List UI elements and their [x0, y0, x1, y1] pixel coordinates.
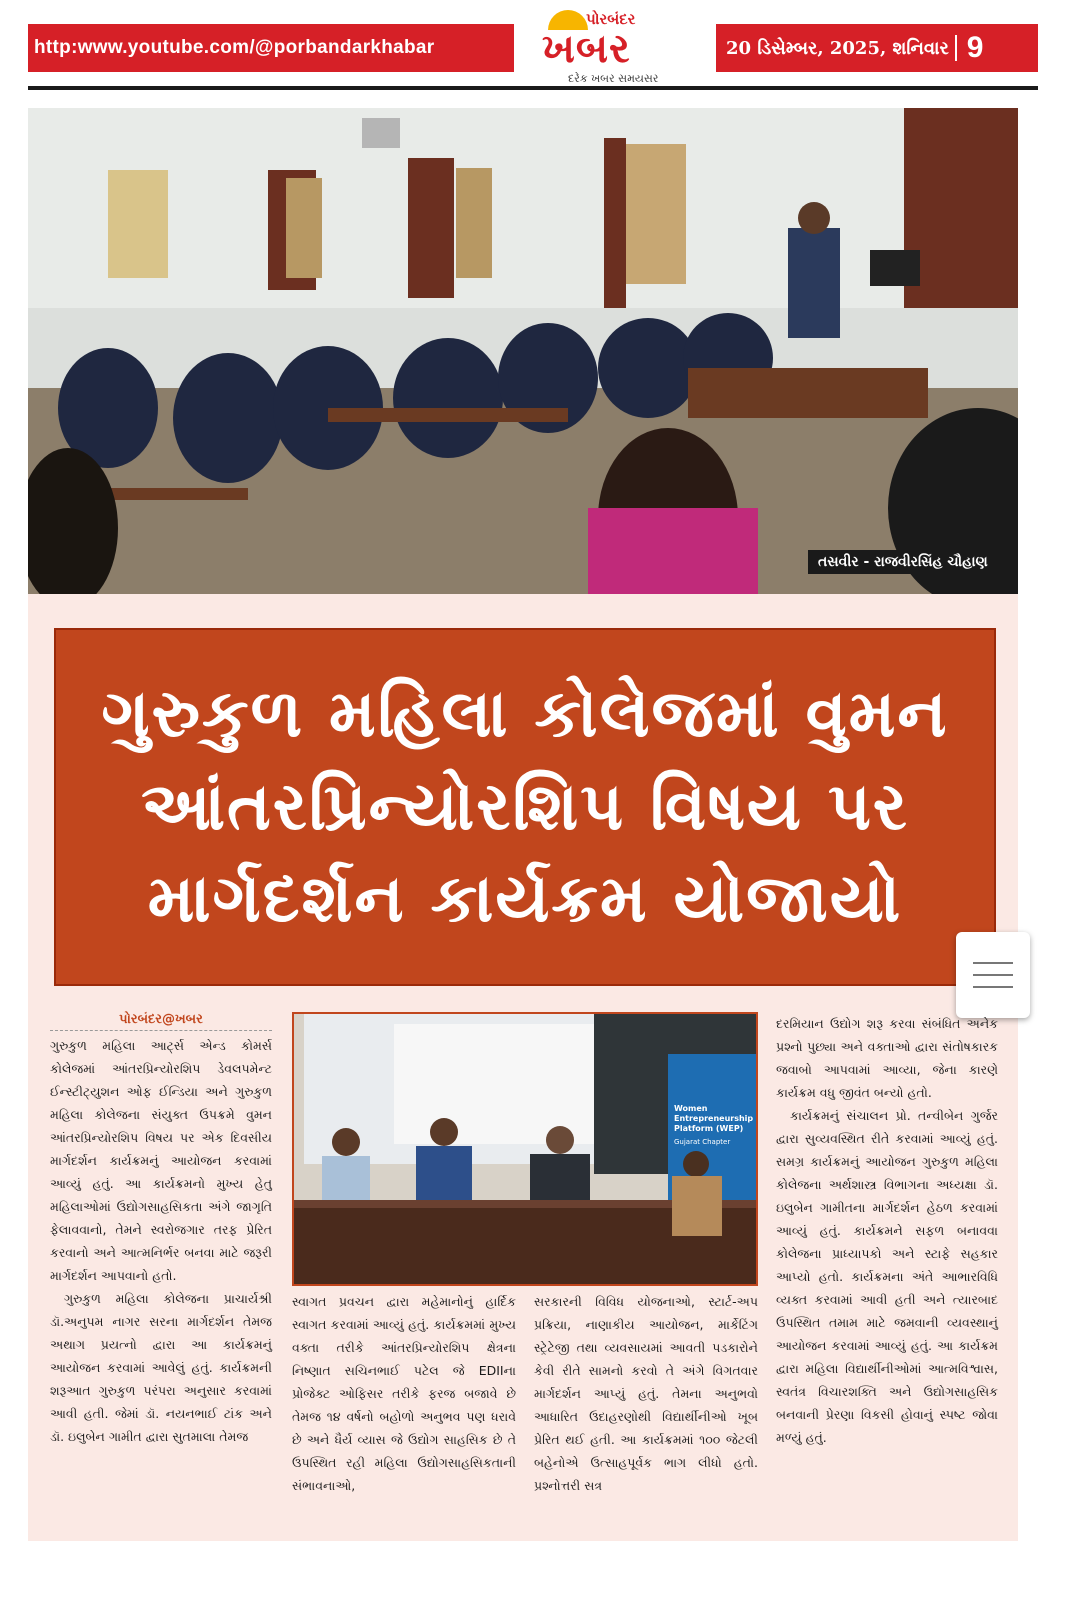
inner-banner-sub: Gujarat Chapter [674, 1138, 731, 1146]
inner-banner-title: Women Entrepreneurship Platform (WEP) [674, 1104, 754, 1133]
article-column-4 [776, 1012, 998, 1449]
page-number: 9 [966, 31, 984, 64]
headline-line: આંતરપ્રિન્યોરશિપ વિષય પર [141, 767, 909, 845]
classroom-photo [28, 108, 1018, 594]
newspaper-logo [528, 8, 704, 90]
article-column-2 [292, 1290, 516, 1497]
paragraph: ગુરુકુળ મહિલા આર્ટ્સ એન્ડ કોમર્સ કોલેજમાં આંતરપ્રિન્યોરશિપ ડેવલપમેન્ટ ઈન્સ્ટીટ્યુશન ઓફ ઈન્ડિયા અને ગુરુકુળ મહિલા કોલેજના સંયુક્ત ઉપક્રમે વુમન આંતરપ્રિન્યોરશિપ વિષય પર એક દિવસીય માર્ગદર્શન કાર્યક્રમનું આયોજન કરવામાં આવ્યું હતું. આ કાર્યક્રમનો મુખ્ય હેતુ મહિલાઓમાં ઉદ્યોગસાહસિકતા અંગે જાગૃતિ ફેલાવવાનો, તેમને સ્વરોજગાર તરફ પ્રેરિત કરવાનો અને આત્મનિર્ભર બનવા માટે જરૂરી માર્ગદર્શન આપવાનો હતો. [50, 1038, 272, 1283]
byline: પોરબંદર@ખબર [50, 1012, 272, 1031]
masthead-rule [28, 86, 1038, 90]
date-separator [955, 35, 957, 61]
masthead [28, 8, 1038, 94]
headline-line: ગુરુકુળ મહિલા કોલેજમાં વુમન [101, 675, 949, 753]
issue-date: 20 ડિસેમ્બર, 2025, શનિવાર [726, 37, 949, 59]
paragraph: સ્વાગત પ્રવચન દ્વારા મહેમાનોનું હાર્દિક સ્વાગત કરવામાં આવ્યું હતું. કાર્યક્રમમાં મુખ્ય વક્તા તરીકે આંતરપ્રિન્યોરશિપ ક્ષેત્રના નિષ્ણાત સચિનભાઈ પટેલ જે EDIIના પ્રોજેક્ટ ઓફિસર તરીકે ફરજ બજાવે છે તેમજ ૧૪ વર્ષનો બહોળો અનુભવ પણ ધરાવે છે અને ધૈર્ય વ્યાસ જે ઉદ્યોગ સાહસિક છે તે ઉપસ્થિત રહી મહિલા ઉદ્યોગસાહસિકતાની સંભાવનાઓ, [292, 1294, 516, 1493]
headline-box [54, 628, 996, 986]
paragraph: સરકારની વિવિધ યોજનાઓ, સ્ટાર્ટ-અપ પ્રક્રિયા, નાણાકીય આયોજન, માર્કેટિંગ સ્ટ્રેટેજી તથા વ્યવસાયમાં આવતી પડકારોને કેવી રીતે સામનો કરવો તે અંગે વિગતવાર માર્ગદર્શન આપ્યું હતું. તેમના અનુભવો આધારિત ઉદાહરણોથી વિદ્યાર્થીનીઓ ખૂબ પ્રેરિત થઈ હતી. આ કાર્યક્રમમાં ૧૦૦ જેટલી બહેનોએ ઉત્સાહપૂર્વક ભાગ લીધો હતો. પ્રશ્નોત્તરી સત્ર [534, 1294, 758, 1493]
article-column-3 [534, 1290, 758, 1497]
article-column-1 [50, 1034, 272, 1448]
event-photo [292, 1012, 758, 1286]
logo-city: પોરબંદર [586, 10, 636, 28]
logo-tagline: દરેક ખબર સમયસર [568, 72, 659, 85]
date-banner [716, 24, 1038, 72]
paragraph: કાર્યક્રમનું સંચાલન પ્રો. તન્વીબેન ગુર્જર દ્વારા સુવ્યવસ્થિત રીતે કરવામાં આવ્યું હતું. સમગ્ર કાર્યક્રમનું આયોજન ગુરુકુળ મહિલા કોલેજના અર્થશાસ્ત્ર વિભાગના અધ્યક્ષા ડૉ. ઇલુબેન ગામીતના માર્ગદર્શન હેઠળ કરવામાં આવ્યું હતું. કાર્યક્રમને સફળ બનાવવા કોલેજના પ્રાધ્યાપકો અને સ્ટાફે સહકાર આપ્યો હતો. કાર્યક્રમના અંતે આભારવિધિ વ્યક્ત કરવામાં આવી હતી અને ત્યારબાદ ઉપસ્થિત તમામ માટે જમવાની વ્યવસ્થાનું આયોજન કરવામાં આવ્યું હતું. આ કાર્યક્રમ દ્વારા મહિલા વિદ્યાર્થીનીઓમાં આત્મવિશ્વાસ, સ્વતંત્ર વિચારશક્તિ અને ઉદ્યોગસાહસિક બનવાની પ્રેરણા વિકસી હોવાનું સ્પષ્ટ જોવા મળ્યું હતું. [776, 1108, 998, 1445]
hamburger-menu-icon[interactable] [956, 932, 1030, 1018]
headline-line: માર્ગદર્શન કાર્યક્રમ યોજાયો [147, 860, 903, 938]
paragraph: ગુરુકુળ મહિલા કોલેજના પ્રાચાર્યશ્રી ડૉ.અનુપમ નાગર સરના માર્ગદર્શન તેમજ અથાગ પ્રયત્નો દ્વારા આ કાર્યક્રમનું આયોજન કરવામાં આવેલું હતું. કાર્યક્રમની શરૂઆત ગુરુકુળ પરંપરા અનુસાર કરવામાં આવી હતી. જેમાં ડૉ. નયનભાઈ ટાંક અને ડૉ. ઇલુબેન ગામીત દ્વારા સુતમાલા તેમજ [50, 1291, 272, 1444]
youtube-url-banner[interactable]: http:www.youtube.com/@porbandarkhabar [28, 24, 514, 72]
headline [101, 668, 948, 945]
photo-credit: તસવીર - રાજવીરસિંહ ચૌહાણ [808, 550, 998, 574]
paragraph: દરમિયાન ઉદ્યોગ શરૂ કરવા સંબંધિત અનેક પ્રશ્નો પુછ્યા અને વક્તાઓ દ્વારા સંતોષકારક જવાબો આપવામાં આવ્યા, જેના કારણે કાર્યક્રમ વધુ જીવંત બન્યો હતો. [776, 1016, 998, 1100]
logo-title: ખબર [542, 26, 631, 72]
